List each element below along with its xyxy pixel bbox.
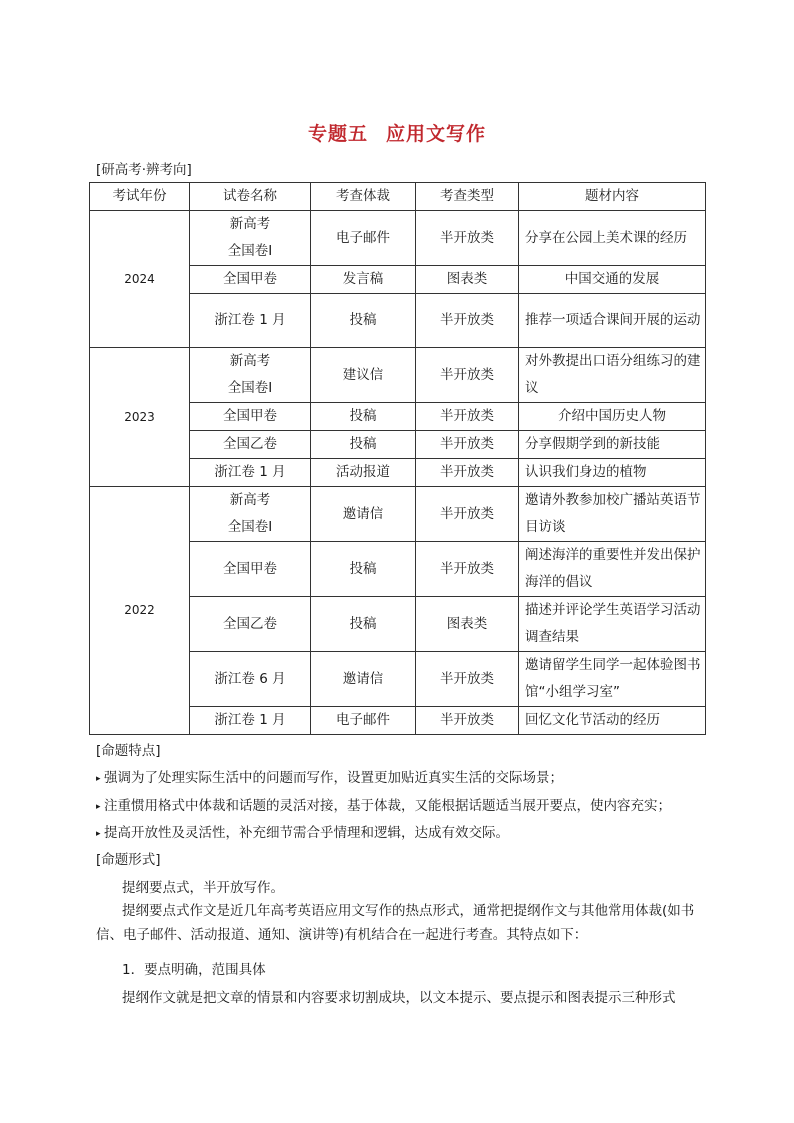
topic-cell: 阐述海洋的重要性并发出保护海洋的倡议 [519,542,706,597]
topic-cell: 分享假期学到的新技能 [519,431,706,459]
genre-cell: 发言稿 [311,266,416,294]
page-title [0,119,794,146]
type-cell: 半开放类 [416,431,519,459]
paper-cell: 浙江卷 1 月 [190,707,311,735]
genre-cell: 邀请信 [311,652,416,707]
genre-cell: 投稿 [311,431,416,459]
section-label-research: [研高考·辨考向] [96,162,192,178]
type-cell: 半开放类 [416,211,519,266]
topic-cell: 介绍中国历史人物 [519,403,706,431]
exam-table [89,182,706,735]
genre-cell: 建议信 [311,348,416,403]
section-label-features: [命题特点] [96,743,161,759]
title-part1: 专题五 [307,123,368,145]
paper-cell: 全国甲卷 [190,542,311,597]
paper-cell: 浙江卷 1 月 [190,459,311,487]
type-cell: 半开放类 [416,707,519,735]
table-row [90,211,706,266]
section-label-form: [命题形式] [96,852,161,868]
table-row [90,348,706,403]
genre-cell: 投稿 [311,294,416,348]
type-cell: 半开放类 [416,403,519,431]
topic-cell: 邀请留学生同学一起体验图书馆“小组学习室” [519,652,706,707]
type-cell: 半开放类 [416,652,519,707]
topic-cell: 邀请外教参加校广播站英语节目访谈 [519,487,706,542]
paper-cell: 浙江卷 1 月 [190,294,311,348]
year-cell: 2024 [90,211,190,348]
form-line: 提纲要点式，半开放写作。 [122,880,284,896]
genre-cell: 电子邮件 [311,707,416,735]
type-cell: 半开放类 [416,294,519,348]
topic-cell: 分享在公园上美术课的经历 [519,211,706,266]
bullet-marker-icon: ▸ [96,829,101,839]
topic-cell: 回忆文化节活动的经历 [519,707,706,735]
genre-cell: 活动报道 [311,459,416,487]
year-cell: 2023 [90,348,190,487]
bullet-marker-icon: ▸ [96,774,101,784]
paper-cell: 全国乙卷 [190,431,311,459]
feature-item: ▸ 提高开放性及灵活性，补充细节需合乎情理和逻辑，达成有效交际。 [96,825,509,841]
header-year: 考试年份 [90,183,190,211]
header-paper: 试卷名称 [190,183,311,211]
genre-cell: 邀请信 [311,487,416,542]
genre-cell: 投稿 [311,403,416,431]
genre-cell: 投稿 [311,542,416,597]
type-cell: 半开放类 [416,487,519,542]
paper-cell: 新高考 全国卷Ⅰ [190,487,311,542]
genre-cell: 电子邮件 [311,211,416,266]
topic-cell: 描述并评论学生英语学习活动调查结果 [519,597,706,652]
title-part2: 应用文写作 [386,123,487,145]
type-cell: 半开放类 [416,459,519,487]
type-cell: 半开放类 [416,542,519,597]
table-header-row [90,183,706,211]
point1-text: 提纲作文就是把文章的情景和内容要求切割成块，以文本提示、要点提示和图表提示三种形式 [122,990,676,1006]
genre-cell: 投稿 [311,597,416,652]
year-cell: 2022 [90,487,190,735]
type-cell: 图表类 [416,266,519,294]
topic-cell: 对外教提出口语分组练习的建议 [519,348,706,403]
header-type: 考查类型 [416,183,519,211]
table-row [90,487,706,542]
header-genre: 考查体裁 [311,183,416,211]
point1-title: 1．要点明确，范围具体 [122,962,266,978]
paper-cell: 新高考 全国卷Ⅰ [190,211,311,266]
paper-cell: 全国甲卷 [190,266,311,294]
feature-item: ▸ 强调为了处理实际生活中的问题而写作，设置更加贴近真实生活的交际场景； [96,770,563,786]
bullet-marker-icon: ▸ [96,802,101,812]
type-cell: 半开放类 [416,348,519,403]
paper-cell: 全国乙卷 [190,597,311,652]
paper-cell: 新高考 全国卷Ⅰ [190,348,311,403]
paper-cell: 浙江卷 6 月 [190,652,311,707]
header-topic: 题材内容 [519,183,706,211]
type-cell: 图表类 [416,597,519,652]
paper-cell: 全国甲卷 [190,403,311,431]
form-paragraph: 提纲要点式作文是近几年高考英语应用文写作的热点形式，通常把提纲作文与其他常用体裁(如书信、电子邮件、活动报道、通知、演讲等)有机结合在一起进行考查。其特点如下： [96,903,695,943]
feature-item: ▸ 注重惯用格式中体裁和话题的灵活对接，基于体裁，又能根据话题适当展开要点，使内容充实； [96,798,671,814]
topic-cell: 认识我们身边的植物 [519,459,706,487]
topic-cell: 推荐一项适合课间开展的运动 [519,294,706,348]
topic-cell: 中国交通的发展 [519,266,706,294]
